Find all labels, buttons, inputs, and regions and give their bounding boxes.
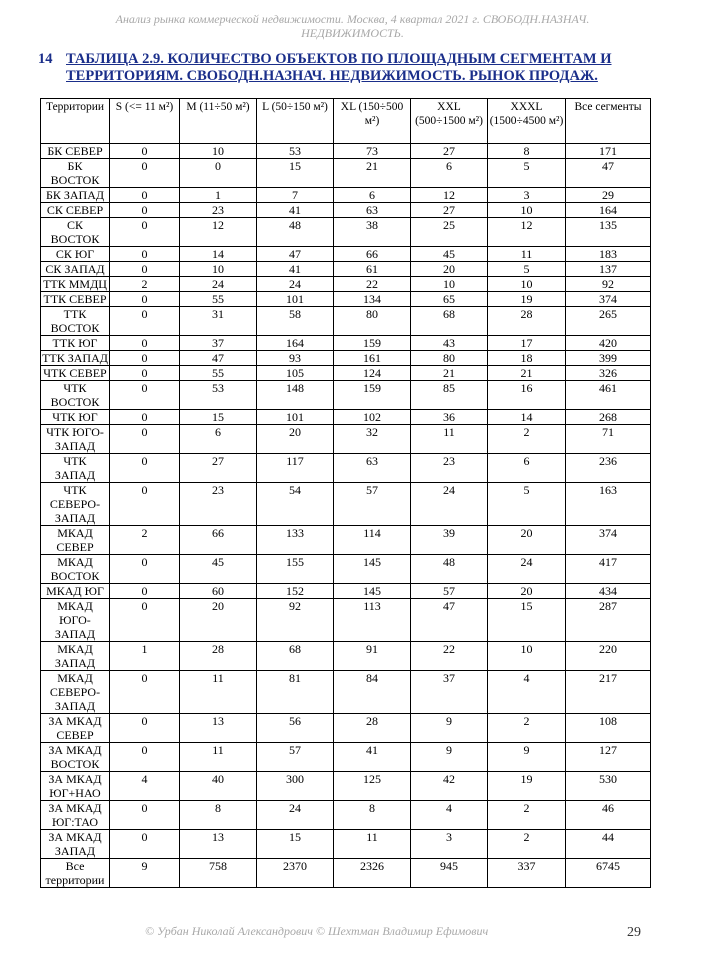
- title-number: 14: [38, 51, 53, 67]
- territory-cell: Все территории: [41, 859, 110, 888]
- table-row: [41, 526, 651, 555]
- table-row: [41, 859, 651, 888]
- value-cell: 0: [110, 247, 180, 262]
- value-cell: 66: [180, 526, 257, 555]
- value-cell: 20: [488, 584, 566, 599]
- territory-cell: МКАД СЕВЕР: [41, 526, 110, 555]
- value-cell: 10: [488, 642, 566, 671]
- table-header-row: [41, 99, 651, 144]
- value-cell: 46: [566, 801, 651, 830]
- value-cell: 4: [488, 671, 566, 714]
- value-cell: 124: [334, 366, 411, 381]
- territory-cell: ЗА МКАД СЕВЕР: [41, 714, 110, 743]
- value-cell: 300: [257, 772, 334, 801]
- value-cell: 417: [566, 555, 651, 584]
- value-cell: 16: [488, 381, 566, 410]
- value-cell: 28: [488, 307, 566, 336]
- value-cell: 0: [110, 584, 180, 599]
- table-row: [41, 454, 651, 483]
- value-cell: 12: [411, 188, 488, 203]
- column-header-l: L (50÷150 м²): [257, 99, 334, 144]
- territory-cell: ЧТК СЕВЕРО-ЗАПАД: [41, 483, 110, 526]
- value-cell: 161: [334, 351, 411, 366]
- value-cell: 47: [411, 599, 488, 642]
- value-cell: 53: [257, 144, 334, 159]
- value-cell: 85: [411, 381, 488, 410]
- table-row: [41, 772, 651, 801]
- value-cell: 758: [180, 859, 257, 888]
- table-row: [41, 159, 651, 188]
- value-cell: 14: [180, 247, 257, 262]
- column-header-all: Все сегменты: [566, 99, 651, 144]
- value-cell: 102: [334, 410, 411, 425]
- value-cell: 25: [411, 218, 488, 247]
- territory-cell: БК ВОСТОК: [41, 159, 110, 188]
- value-cell: 28: [334, 714, 411, 743]
- territory-cell: ЗА МКАД ЮГ+НАО: [41, 772, 110, 801]
- value-cell: 15: [180, 410, 257, 425]
- table-body: [41, 144, 651, 888]
- data-table: [40, 98, 651, 888]
- value-cell: 530: [566, 772, 651, 801]
- value-cell: 27: [411, 203, 488, 218]
- table-row: [41, 307, 651, 336]
- value-cell: 92: [257, 599, 334, 642]
- value-cell: 125: [334, 772, 411, 801]
- table-row: [41, 599, 651, 642]
- value-cell: 40: [180, 772, 257, 801]
- value-cell: 38: [334, 218, 411, 247]
- value-cell: 155: [257, 555, 334, 584]
- value-cell: 434: [566, 584, 651, 599]
- value-cell: 9: [411, 743, 488, 772]
- title-line2: ТЕРРИТОРИЯМ. СВОБОДН.НАЗНАЧ. НЕДВИЖИМОСТЬ. РЫНОК ПРОДАЖ.: [66, 68, 598, 84]
- table-title: [38, 51, 678, 85]
- value-cell: 15: [257, 830, 334, 859]
- value-cell: 44: [566, 830, 651, 859]
- value-cell: 171: [566, 144, 651, 159]
- value-cell: 133: [257, 526, 334, 555]
- value-cell: 268: [566, 410, 651, 425]
- table-row: [41, 144, 651, 159]
- territory-cell: ТТК ЗАПАД: [42, 351, 108, 365]
- value-cell: 19: [488, 292, 566, 307]
- value-cell: 0: [110, 599, 180, 642]
- value-cell: 164: [257, 336, 334, 351]
- value-cell: 37: [180, 336, 257, 351]
- value-cell: 8: [334, 801, 411, 830]
- table-row: [41, 714, 651, 743]
- value-cell: 28: [180, 642, 257, 671]
- value-cell: 6745: [566, 859, 651, 888]
- value-cell: 3: [411, 830, 488, 859]
- column-header-territory: Территории: [41, 99, 110, 144]
- value-cell: 53: [180, 381, 257, 410]
- value-cell: 27: [411, 144, 488, 159]
- value-cell: 18: [488, 351, 566, 366]
- value-cell: 220: [566, 642, 651, 671]
- territory-cell: МКАД СЕВЕРО-ЗАПАД: [41, 671, 110, 714]
- value-cell: 47: [180, 351, 257, 366]
- value-cell: 65: [411, 292, 488, 307]
- territory-cell: БК СЕВЕР: [41, 144, 110, 159]
- value-cell: 2: [488, 830, 566, 859]
- value-cell: 9: [411, 714, 488, 743]
- value-cell: 2370: [257, 859, 334, 888]
- value-cell: 45: [180, 555, 257, 584]
- value-cell: 145: [334, 584, 411, 599]
- value-cell: 2: [110, 277, 180, 292]
- value-cell: 287: [566, 599, 651, 642]
- value-cell: 374: [566, 292, 651, 307]
- table-row: [41, 830, 651, 859]
- value-cell: 265: [566, 307, 651, 336]
- value-cell: 6: [180, 425, 257, 454]
- value-cell: 57: [334, 483, 411, 526]
- territory-cell: ТТК ММДЦ: [41, 277, 110, 292]
- value-cell: 0: [110, 830, 180, 859]
- column-header-xxxl: XXXL (1500÷4500 м²): [488, 99, 566, 144]
- value-cell: 41: [257, 262, 334, 277]
- table-row: [41, 671, 651, 714]
- value-cell: 19: [488, 772, 566, 801]
- value-cell: 68: [411, 307, 488, 336]
- value-cell: 8: [180, 801, 257, 830]
- territory-cell: ТТК ВОСТОК: [41, 307, 110, 336]
- value-cell: 134: [334, 292, 411, 307]
- table-row: [41, 425, 651, 454]
- value-cell: 0: [110, 351, 180, 366]
- value-cell: 117: [257, 454, 334, 483]
- value-cell: 21: [411, 366, 488, 381]
- value-cell: 0: [110, 159, 180, 188]
- value-cell: 101: [257, 292, 334, 307]
- value-cell: 0: [110, 743, 180, 772]
- column-header-xl: XL (150÷500 м²): [334, 99, 411, 144]
- territory-cell: БК ЗАПАД: [41, 188, 110, 203]
- value-cell: 0: [110, 144, 180, 159]
- value-cell: 9: [488, 743, 566, 772]
- value-cell: 0: [110, 483, 180, 526]
- value-cell: 10: [180, 262, 257, 277]
- page-number: 29: [627, 925, 641, 940]
- value-cell: 0: [110, 425, 180, 454]
- value-cell: 1: [180, 188, 257, 203]
- value-cell: 23: [180, 483, 257, 526]
- value-cell: 24: [257, 801, 334, 830]
- value-cell: 23: [180, 203, 257, 218]
- table-row: [41, 188, 651, 203]
- value-cell: 7: [257, 188, 334, 203]
- value-cell: 9: [110, 859, 180, 888]
- value-cell: 5: [488, 483, 566, 526]
- value-cell: 54: [257, 483, 334, 526]
- value-cell: 420: [566, 336, 651, 351]
- value-cell: 0: [110, 188, 180, 203]
- value-cell: 31: [180, 307, 257, 336]
- value-cell: 60: [180, 584, 257, 599]
- value-cell: 1: [110, 642, 180, 671]
- value-cell: 2: [488, 801, 566, 830]
- value-cell: 24: [488, 555, 566, 584]
- value-cell: 15: [257, 159, 334, 188]
- table-row: [41, 277, 651, 292]
- value-cell: 108: [566, 714, 651, 743]
- value-cell: 2: [488, 425, 566, 454]
- value-cell: 4: [110, 772, 180, 801]
- column-header-m: M (11÷50 м²): [180, 99, 257, 144]
- value-cell: 12: [488, 218, 566, 247]
- value-cell: 0: [110, 307, 180, 336]
- value-cell: 159: [334, 381, 411, 410]
- value-cell: 24: [411, 483, 488, 526]
- value-cell: 32: [334, 425, 411, 454]
- value-cell: 0: [110, 381, 180, 410]
- value-cell: 43: [411, 336, 488, 351]
- value-cell: 11: [180, 671, 257, 714]
- value-cell: 0: [110, 801, 180, 830]
- value-cell: 47: [257, 247, 334, 262]
- table-row: [41, 218, 651, 247]
- value-cell: 48: [411, 555, 488, 584]
- territory-cell: СК ВОСТОК: [41, 218, 110, 247]
- value-cell: 55: [180, 292, 257, 307]
- value-cell: 5: [488, 159, 566, 188]
- value-cell: 3: [488, 188, 566, 203]
- column-header-s: S (<= 11 м²): [110, 99, 180, 144]
- value-cell: 374: [566, 526, 651, 555]
- value-cell: 6: [411, 159, 488, 188]
- value-cell: 11: [488, 247, 566, 262]
- value-cell: 27: [180, 454, 257, 483]
- value-cell: 20: [180, 599, 257, 642]
- territory-cell: ТТК ЮГ: [41, 336, 110, 351]
- table-row: [41, 366, 651, 381]
- value-cell: 10: [411, 277, 488, 292]
- value-cell: 11: [411, 425, 488, 454]
- value-cell: 0: [180, 159, 257, 188]
- value-cell: 93: [257, 351, 334, 366]
- value-cell: 5: [488, 262, 566, 277]
- value-cell: 0: [110, 336, 180, 351]
- value-cell: 66: [334, 247, 411, 262]
- value-cell: 41: [257, 203, 334, 218]
- value-cell: 42: [411, 772, 488, 801]
- value-cell: 0: [110, 555, 180, 584]
- value-cell: 10: [180, 144, 257, 159]
- territory-cell: ЧТК ЮГО-ЗАПАД: [41, 425, 110, 454]
- value-cell: 2326: [334, 859, 411, 888]
- value-cell: 461: [566, 381, 651, 410]
- value-cell: 23: [411, 454, 488, 483]
- value-cell: 127: [566, 743, 651, 772]
- table-row: [41, 642, 651, 671]
- value-cell: 20: [488, 526, 566, 555]
- value-cell: 0: [110, 218, 180, 247]
- value-cell: 0: [110, 262, 180, 277]
- table-row: [41, 801, 651, 830]
- column-header-xxl: XXL (500÷1500 м²): [411, 99, 488, 144]
- territory-cell: ЧТК ЗАПАД: [41, 454, 110, 483]
- value-cell: 236: [566, 454, 651, 483]
- territory-cell: СК СЕВЕР: [41, 203, 110, 218]
- value-cell: 0: [110, 454, 180, 483]
- territory-cell: ЗА МКАД ВОСТОК: [41, 743, 110, 772]
- value-cell: 21: [488, 366, 566, 381]
- value-cell: 183: [566, 247, 651, 262]
- table-row: [41, 555, 651, 584]
- page-header: [40, 12, 665, 40]
- value-cell: 36: [411, 410, 488, 425]
- value-cell: 61: [334, 262, 411, 277]
- value-cell: 22: [334, 277, 411, 292]
- value-cell: 73: [334, 144, 411, 159]
- value-cell: 47: [566, 159, 651, 188]
- table-row: [41, 351, 651, 366]
- value-cell: 20: [411, 262, 488, 277]
- page-header-line2: НЕДВИЖИМОСТЬ.: [301, 26, 404, 40]
- value-cell: 20: [257, 425, 334, 454]
- territory-cell: ЧТК ВОСТОК: [41, 381, 110, 410]
- value-cell: 2: [488, 714, 566, 743]
- value-cell: 11: [334, 830, 411, 859]
- value-cell: 80: [334, 307, 411, 336]
- territory-cell: МКАД ЮГ: [41, 584, 110, 599]
- value-cell: 48: [257, 218, 334, 247]
- value-cell: 91: [334, 642, 411, 671]
- value-cell: 37: [411, 671, 488, 714]
- value-cell: 10: [488, 277, 566, 292]
- value-cell: 63: [334, 203, 411, 218]
- value-cell: 8: [488, 144, 566, 159]
- value-cell: 92: [566, 277, 651, 292]
- page-header-line1: Анализ рынка коммерческой недвижимости. Москва, 4 квартал 2021 г. СВОБОДН.НАЗНАЧ.: [115, 12, 590, 26]
- value-cell: 17: [488, 336, 566, 351]
- table-row: [41, 381, 651, 410]
- value-cell: 113: [334, 599, 411, 642]
- value-cell: 2: [110, 526, 180, 555]
- table-row: [41, 743, 651, 772]
- value-cell: 0: [110, 671, 180, 714]
- value-cell: 137: [566, 262, 651, 277]
- table-row: [41, 336, 651, 351]
- value-cell: 58: [257, 307, 334, 336]
- territory-cell: МКАД ВОСТОК: [41, 555, 110, 584]
- value-cell: 81: [257, 671, 334, 714]
- value-cell: 11: [180, 743, 257, 772]
- value-cell: 21: [334, 159, 411, 188]
- value-cell: 56: [257, 714, 334, 743]
- value-cell: 22: [411, 642, 488, 671]
- value-cell: 15: [488, 599, 566, 642]
- territory-cell: МКАД ЮГО-ЗАПАД: [41, 599, 110, 642]
- value-cell: 105: [257, 366, 334, 381]
- value-cell: 24: [180, 277, 257, 292]
- value-cell: 57: [257, 743, 334, 772]
- value-cell: 4: [411, 801, 488, 830]
- territory-cell: ЗА МКАД ЗАПАД: [41, 830, 110, 859]
- table-row: [41, 410, 651, 425]
- value-cell: 337: [488, 859, 566, 888]
- value-cell: 45: [411, 247, 488, 262]
- value-cell: 135: [566, 218, 651, 247]
- table-row: [41, 247, 651, 262]
- table-row: [41, 203, 651, 218]
- table-row: [41, 483, 651, 526]
- value-cell: 217: [566, 671, 651, 714]
- value-cell: 13: [180, 714, 257, 743]
- value-cell: 24: [257, 277, 334, 292]
- territory-cell: МКАД ЗАПАД: [41, 642, 110, 671]
- value-cell: 0: [110, 410, 180, 425]
- title-line1: ТАБЛИЦА 2.9. КОЛИЧЕСТВО ОБЪЕКТОВ ПО ПЛОЩАДНЫМ СЕГМЕНТАМ И: [66, 51, 612, 67]
- territory-cell: ЧТК ЮГ: [41, 410, 110, 425]
- value-cell: 399: [566, 351, 651, 366]
- territory-cell: ЧТК СЕВЕР: [41, 366, 110, 381]
- footer-copyright: © Урбан Николай Александрович © Шехтман Владимир Ефимович: [145, 924, 489, 938]
- table-row: [41, 584, 651, 599]
- value-cell: 71: [566, 425, 651, 454]
- value-cell: 13: [180, 830, 257, 859]
- territory-cell: ЗА МКАД ЮГ:ТАО: [41, 801, 110, 830]
- territory-cell: ТТК СЕВЕР: [41, 292, 110, 307]
- value-cell: 68: [257, 642, 334, 671]
- value-cell: 57: [411, 584, 488, 599]
- value-cell: 159: [334, 336, 411, 351]
- value-cell: 163: [566, 483, 651, 526]
- value-cell: 6: [334, 188, 411, 203]
- territory-cell: СК ЮГ: [41, 247, 110, 262]
- value-cell: 0: [110, 714, 180, 743]
- table-row: [41, 262, 651, 277]
- value-cell: 14: [488, 410, 566, 425]
- value-cell: 148: [257, 381, 334, 410]
- value-cell: 63: [334, 454, 411, 483]
- value-cell: 29: [566, 188, 651, 203]
- value-cell: 945: [411, 859, 488, 888]
- table-row: [41, 292, 651, 307]
- value-cell: 145: [334, 555, 411, 584]
- value-cell: 39: [411, 526, 488, 555]
- value-cell: 0: [110, 292, 180, 307]
- value-cell: 41: [334, 743, 411, 772]
- value-cell: 101: [257, 410, 334, 425]
- territory-cell: СК ЗАПАД: [41, 262, 110, 277]
- value-cell: 84: [334, 671, 411, 714]
- value-cell: 114: [334, 526, 411, 555]
- value-cell: 326: [566, 366, 651, 381]
- value-cell: 6: [488, 454, 566, 483]
- value-cell: 0: [110, 366, 180, 381]
- value-cell: 164: [566, 203, 651, 218]
- value-cell: 152: [257, 584, 334, 599]
- value-cell: 80: [411, 351, 488, 366]
- value-cell: 10: [488, 203, 566, 218]
- value-cell: 0: [110, 203, 180, 218]
- value-cell: 12: [180, 218, 257, 247]
- value-cell: 55: [180, 366, 257, 381]
